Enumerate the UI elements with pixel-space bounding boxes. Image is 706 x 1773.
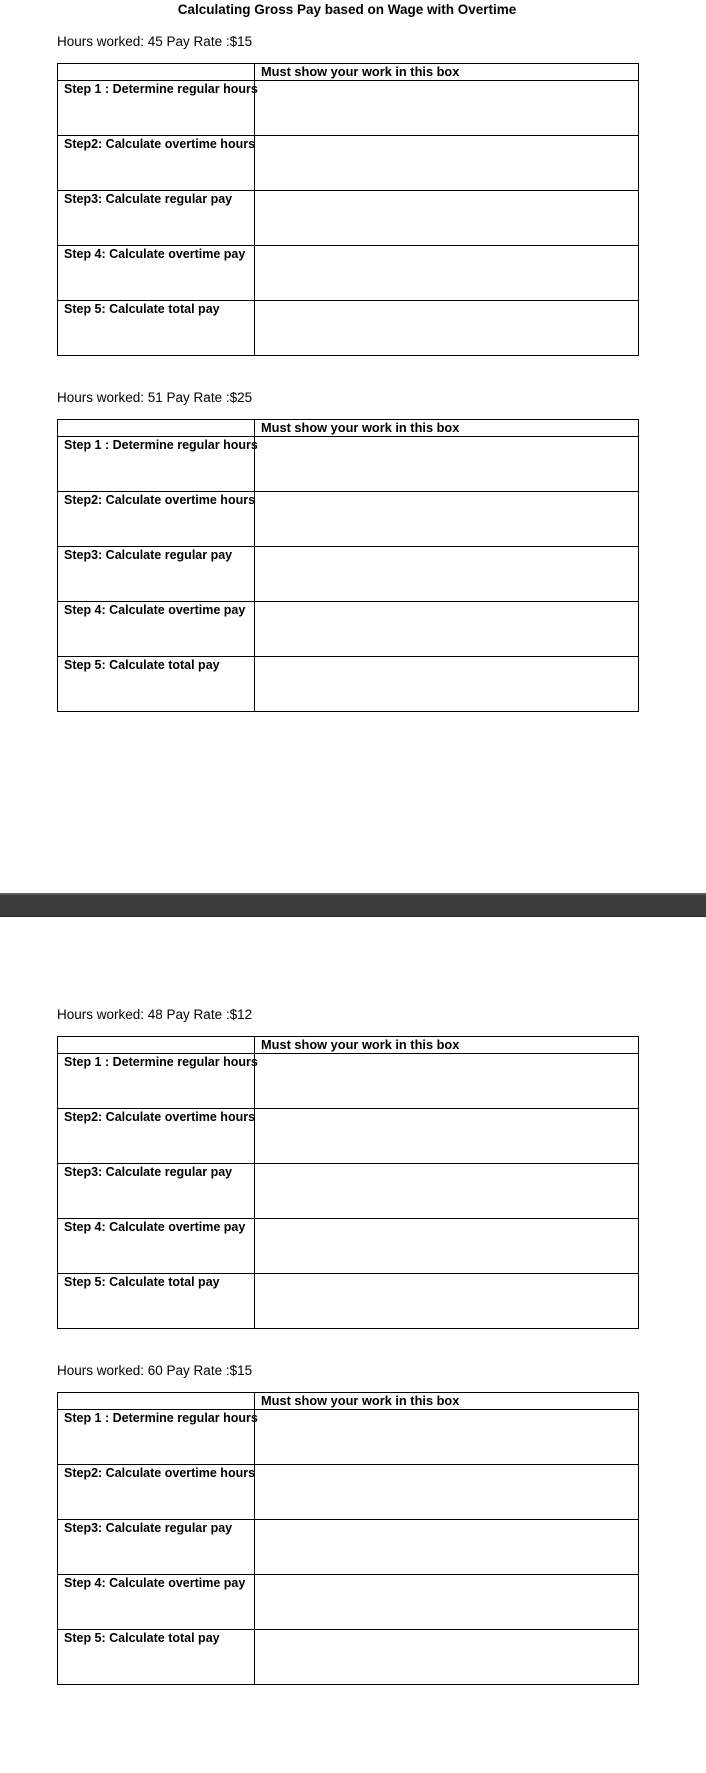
step-4-label: Step 4: Calculate overtime pay [58,1219,255,1274]
step-1-label: Step 1 : Determine regular hours [58,1054,255,1109]
work-column-header: Must show your work in this box [255,1393,639,1410]
work-column-header: Must show your work in this box [255,64,639,81]
step-3-label: Step3: Calculate regular pay [58,1520,255,1575]
step-4-label: Step 4: Calculate overtime pay [58,1575,255,1630]
step-2-label: Step2: Calculate overtime hours [58,1465,255,1520]
step-2-work-box[interactable] [255,1465,639,1520]
step-5-label: Step 5: Calculate total pay [58,657,255,712]
work-column-header: Must show your work in this box [255,420,639,437]
step-4-label: Step 4: Calculate overtime pay [58,602,255,657]
step-1-work-box[interactable] [255,81,639,136]
step-4-work-box[interactable] [255,246,639,301]
step-3-label: Step3: Calculate regular pay [58,547,255,602]
problem-3-table [57,1036,639,1329]
step-2-work-box[interactable] [255,136,639,191]
step-1-label: Step 1 : Determine regular hours [58,1410,255,1465]
problem-4-table [57,1392,639,1685]
problem-2-label: Hours worked: 51 Pay Rate :$25 [57,390,253,405]
step-2-label: Step2: Calculate overtime hours [58,492,255,547]
problem-3-label: Hours worked: 48 Pay Rate :$12 [57,1007,253,1022]
step-1-label: Step 1 : Determine regular hours [58,437,255,492]
worksheet-title: Calculating Gross Pay based on Wage with Overtime [177,2,517,17]
step-3-work-box[interactable] [255,547,639,602]
step-3-work-box[interactable] [255,191,639,246]
problem-1-label: Hours worked: 45 Pay Rate :$15 [57,34,253,49]
step-5-label: Step 5: Calculate total pay [58,301,255,356]
blank-header-cell [58,1393,255,1410]
step-1-work-box[interactable] [255,1054,639,1109]
step-5-label: Step 5: Calculate total pay [58,1274,255,1329]
step-5-work-box[interactable] [255,1630,639,1685]
step-1-work-box[interactable] [255,437,639,492]
step-3-label: Step3: Calculate regular pay [58,1164,255,1219]
problem-4-label: Hours worked: 60 Pay Rate :$15 [57,1363,253,1378]
step-1-label: Step 1 : Determine regular hours [58,81,255,136]
step-4-work-box[interactable] [255,1575,639,1630]
step-3-label: Step3: Calculate regular pay [58,191,255,246]
blank-header-cell [58,64,255,81]
step-2-work-box[interactable] [255,492,639,547]
blank-header-cell [58,420,255,437]
step-5-work-box[interactable] [255,1274,639,1329]
step-5-label: Step 5: Calculate total pay [58,1630,255,1685]
step-1-work-box[interactable] [255,1410,639,1465]
blank-header-cell [58,1037,255,1054]
step-4-work-box[interactable] [255,1219,639,1274]
step-4-label: Step 4: Calculate overtime pay [58,246,255,301]
work-column-header: Must show your work in this box [255,1037,639,1054]
problem-2-table [57,419,639,712]
step-5-work-box[interactable] [255,301,639,356]
problem-1-table [57,63,639,356]
step-2-work-box[interactable] [255,1109,639,1164]
step-5-work-box[interactable] [255,657,639,712]
step-4-work-box[interactable] [255,602,639,657]
page-break-divider [0,893,706,917]
step-3-work-box[interactable] [255,1520,639,1575]
step-2-label: Step2: Calculate overtime hours [58,1109,255,1164]
step-3-work-box[interactable] [255,1164,639,1219]
step-2-label: Step2: Calculate overtime hours [58,136,255,191]
